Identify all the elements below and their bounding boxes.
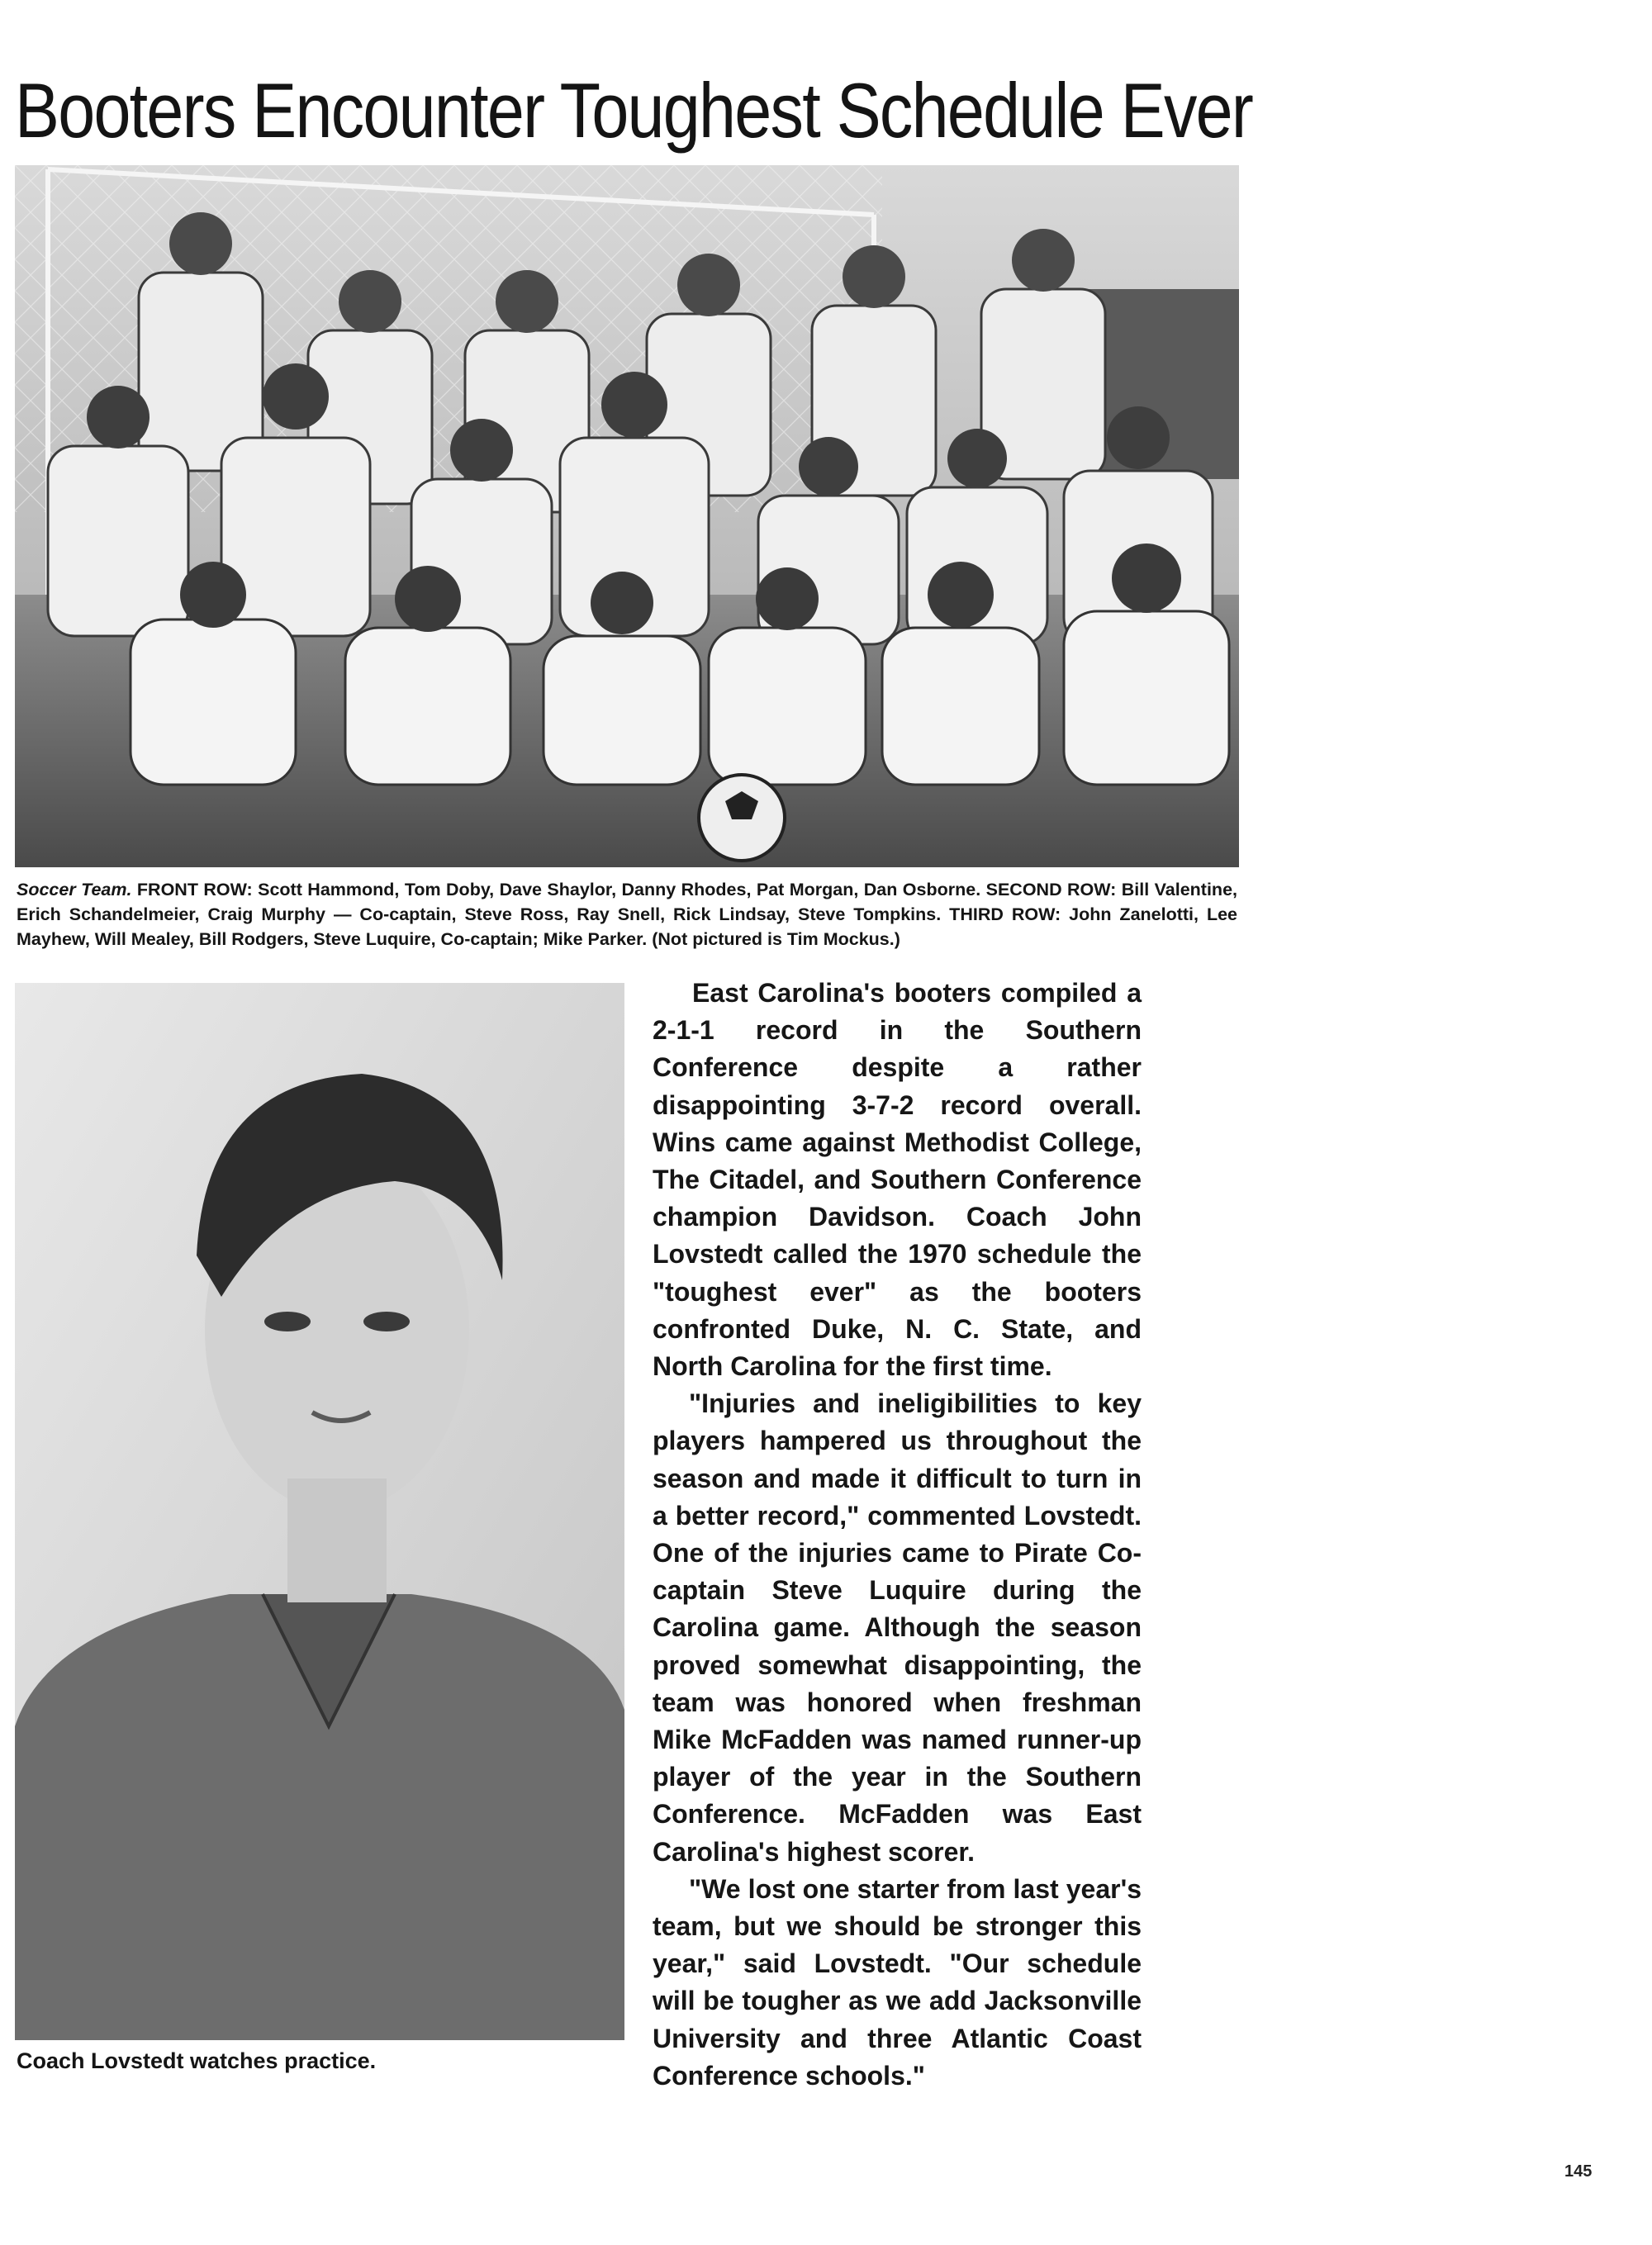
article-paragraph-1: East Carolina's booters compiled a 2-1-1 record in the Southern Conference despite a rather disappointing 3-7-2 record overall. Wins came against Methodist College, The Citadel, and Southern Conference champion Davidson. Coach John Lovstedt called the 1970 schedule the "toughest ever" as the booters confronted Duke, N. C. State, and North Carolina for the first time. (653, 978, 1142, 1382)
article-paragraph-3: "We lost one starter from last year's team, but we should be stronger this year," said Lovstedt. "Our schedule will be tougher as we add Jacksonville University and three Atlantic Coast Conference schools." (653, 1873, 1142, 2091)
caption-roster: FRONT ROW: Scott Hammond, Tom Doby, Dave Shaylor, Danny Rhodes, Pat Morgan, Dan Osborne. SECOND ROW: Bill Valentine, Erich Schandelmeier, Craig Murphy — Co-captain, Steve Ross, Ray Snell, Rick Lindsay, Steve Tompkins. THIRD ROW: John Zanelotti, Lee Mayhew, Will Mealey, Bill Rodgers, Steve Luquire, Co-captain; Mike Parker. (Not pictured is Tim Mockus.) (17, 880, 1237, 949)
team-photo (15, 165, 1239, 867)
page-number: 145 (1564, 2162, 1593, 2181)
caption-lead: Soccer Team. (17, 880, 132, 899)
coach-photo-image (15, 983, 624, 2040)
article-body (653, 975, 1142, 2095)
page-title: Booters Encounter Toughest Schedule Ever (15, 67, 1253, 154)
coach-photo-caption: Coach Lovstedt watches practice. (17, 2048, 377, 2073)
coach-photo (15, 983, 624, 2040)
team-photo-caption (17, 877, 1237, 952)
team-photo-image (15, 165, 1239, 867)
article-paragraph-2: "Injuries and ineligibilities to key players hampered us throughout the season and made it difficult to turn in a better record," commented Lovstedt. One of the injuries came to Pirate Co-captain Steve Luquire during the Carolina game. Although the season proved somewhat disappointing, the team was honored when freshman Mike McFadden was named runner-up player of the year in the Southern Conference. McFadden was East Carolina's highest scorer. (653, 1388, 1142, 1867)
